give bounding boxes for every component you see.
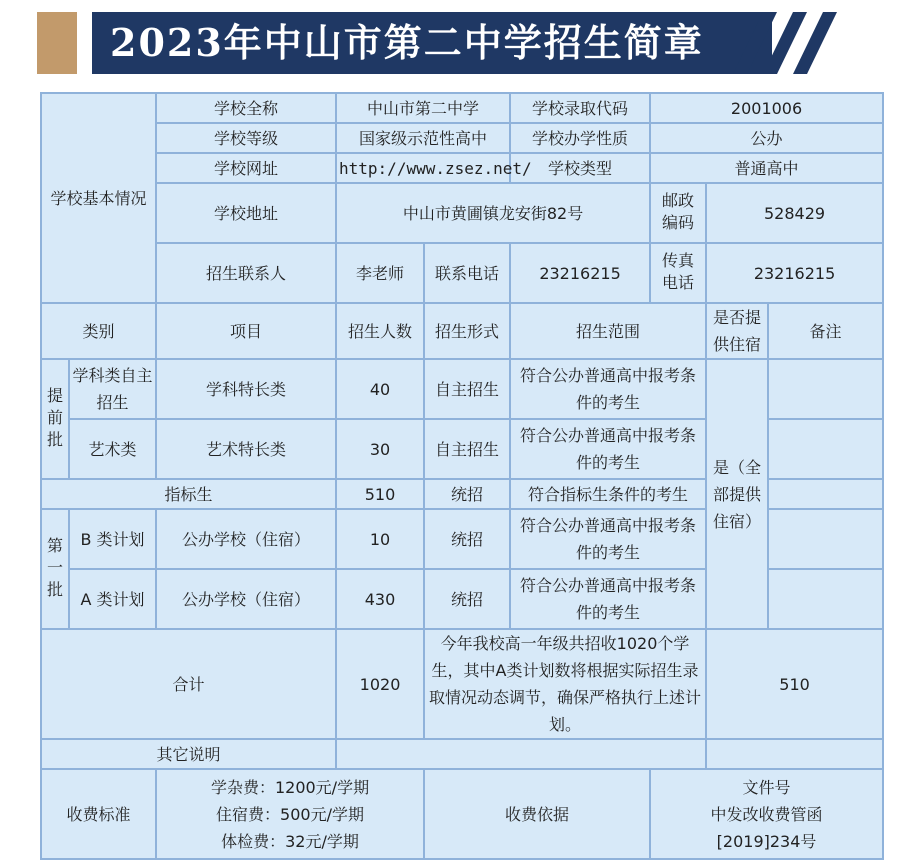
table-row xyxy=(41,183,883,213)
table-row xyxy=(41,769,883,859)
fee-item: 体检费：32元/学期 xyxy=(221,831,359,851)
section-label-basic: 学校基本情况 xyxy=(41,93,156,303)
table-row xyxy=(41,629,883,739)
fee-basis-label: 收费依据 xyxy=(424,769,650,859)
school-nature-label: 学校办学性质 xyxy=(510,123,650,153)
fee-basis-line: 文件号 xyxy=(742,777,791,797)
phone-value: 23216215 xyxy=(510,243,650,303)
fee-standard-label: 收费标准 xyxy=(41,769,156,859)
first-scope: 符合公办普通高中报考条件的考生 xyxy=(510,509,706,569)
first-batch-label: 第一批 xyxy=(41,509,69,629)
col-header-category: 类别 xyxy=(41,303,156,359)
early-form: 自主招生 xyxy=(424,419,510,479)
total-count: 1020 xyxy=(336,629,424,739)
table-row xyxy=(41,243,883,273)
early-scope: 符合公办普通高中报考条件的考生 xyxy=(510,359,706,419)
school-name-label: 学校全称 xyxy=(156,93,336,123)
col-header-item: 项目 xyxy=(156,303,336,359)
contact-value: 李老师 xyxy=(336,243,424,303)
fax-value: 23216215 xyxy=(706,243,883,303)
first-form: 统招 xyxy=(424,509,510,569)
other-notes-value xyxy=(336,739,706,769)
quota-scope: 符合指标生条件的考生 xyxy=(510,479,706,509)
table-row xyxy=(41,739,883,769)
fee-basis-line: 中发改收费管函 xyxy=(710,804,823,824)
col-header-dorm: 是否提供住宿 xyxy=(706,303,768,359)
school-level-label: 学校等级 xyxy=(156,123,336,153)
early-count: 30 xyxy=(336,419,424,479)
school-website-label: 学校网址 xyxy=(156,153,336,183)
admission-table xyxy=(40,92,884,860)
page-title: 2023年中山市第二中学招生简章 xyxy=(110,20,704,65)
first-item: 公办学校（住宿） xyxy=(156,569,336,629)
first-form: 统招 xyxy=(424,569,510,629)
school-level-value: 国家级示范性高中 xyxy=(336,123,510,153)
quota-remark xyxy=(768,479,883,509)
school-website-value[interactable]: http://www.zsez.net/ xyxy=(336,153,510,183)
first-category: B 类计划 xyxy=(69,509,156,569)
fee-item: 学杂费：1200元/学期 xyxy=(210,777,370,797)
early-category: 学科类自主招生 xyxy=(69,359,156,419)
other-notes-extra xyxy=(706,739,883,769)
quota-label: 指标生 xyxy=(41,479,336,509)
early-remark xyxy=(768,359,883,419)
fee-basis-document xyxy=(650,769,883,859)
total-label: 合计 xyxy=(41,629,336,739)
first-count: 430 xyxy=(336,569,424,629)
first-count: 10 xyxy=(336,509,424,569)
table-row xyxy=(41,153,883,183)
school-code-value: 2001006 xyxy=(650,93,883,123)
fee-item: 住宿费：500元/学期 xyxy=(216,804,364,824)
school-nature-value: 公办 xyxy=(650,123,883,153)
other-notes-label: 其它说明 xyxy=(41,739,336,769)
quota-count: 510 xyxy=(336,479,424,509)
accent-block xyxy=(37,12,77,74)
first-remark xyxy=(768,509,883,569)
early-batch-label: 提前批 xyxy=(41,359,69,479)
postcode-value: 528429 xyxy=(706,183,883,243)
banner-stripes-decoration xyxy=(735,12,855,74)
col-header-scope: 招生范围 xyxy=(510,303,706,359)
table-row xyxy=(41,123,883,153)
table-row xyxy=(41,359,883,419)
early-count: 40 xyxy=(336,359,424,419)
postcode-label: 邮政编码 xyxy=(650,183,706,243)
total-note: 今年我校高一年级共招收1020个学生，其中A类计划数将根据实际招生录取情况动态调节，确保严格执行上述计划。 xyxy=(424,629,706,739)
early-scope: 符合公办普通高中报考条件的考生 xyxy=(510,419,706,479)
quota-form: 统招 xyxy=(424,479,510,509)
early-item: 艺术特长类 xyxy=(156,419,336,479)
first-scope: 符合公办普通高中报考条件的考生 xyxy=(510,569,706,629)
total-remark: 510 xyxy=(706,629,883,739)
school-type-label: 学校类型 xyxy=(510,153,650,183)
school-name-value: 中山市第二中学 xyxy=(336,93,510,123)
early-remark xyxy=(768,419,883,479)
col-header-count: 招生人数 xyxy=(336,303,424,359)
first-item: 公办学校（住宿） xyxy=(156,509,336,569)
school-type-value: 普通高中 xyxy=(650,153,883,183)
early-item: 学科特长类 xyxy=(156,359,336,419)
phone-label: 联系电话 xyxy=(424,243,510,303)
fee-items xyxy=(156,769,424,859)
first-category: A 类计划 xyxy=(69,569,156,629)
early-form: 自主招生 xyxy=(424,359,510,419)
fee-basis-line: [2019]234号 xyxy=(716,831,817,851)
contact-label: 招生联系人 xyxy=(156,243,336,303)
col-header-remark: 备注 xyxy=(768,303,883,359)
col-header-form: 招生形式 xyxy=(424,303,510,359)
table-row xyxy=(41,93,883,123)
first-remark xyxy=(768,569,883,629)
school-address-value: 中山市黄圃镇龙安街82号 xyxy=(336,183,650,243)
school-address-label: 学校地址 xyxy=(156,183,336,243)
early-category: 艺术类 xyxy=(69,419,156,479)
dorm-value: 是（全部提供住宿） xyxy=(706,359,768,629)
school-code-label: 学校录取代码 xyxy=(510,93,650,123)
table-row xyxy=(41,303,883,359)
fax-label: 传真电话 xyxy=(650,243,706,303)
